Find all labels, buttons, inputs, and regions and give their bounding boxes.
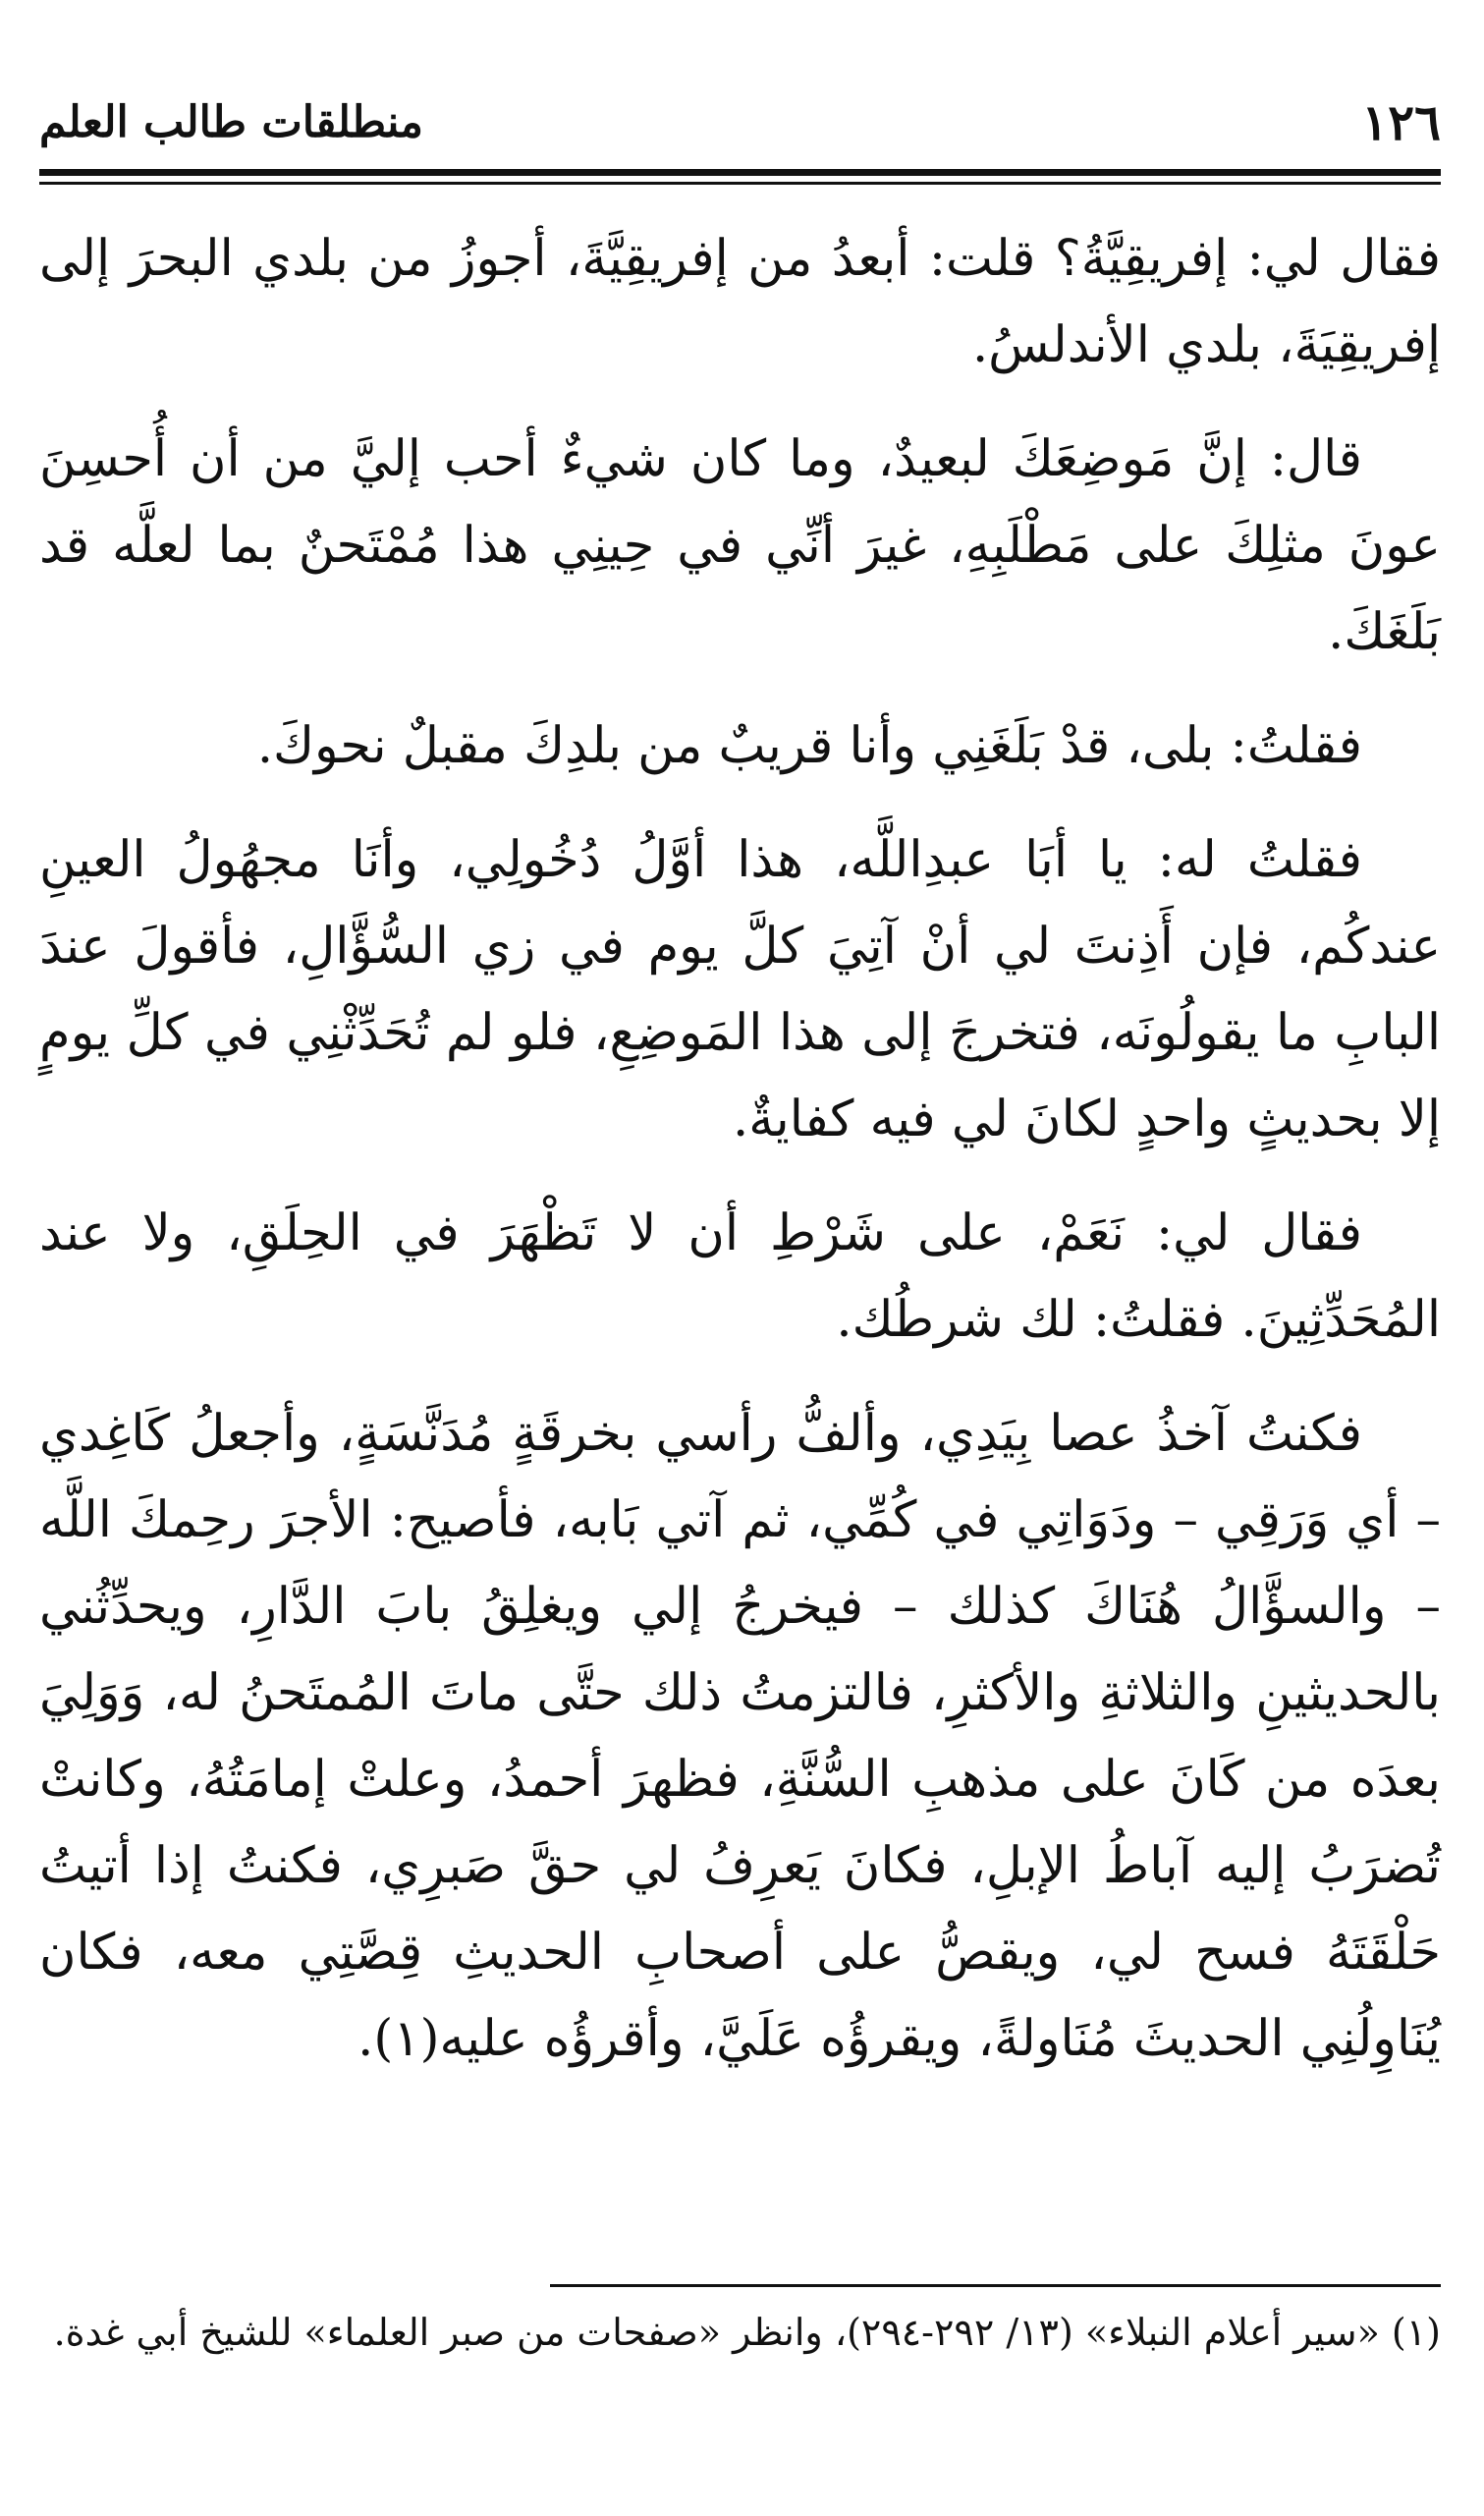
paragraph-2: قال: إنَّ مَوضِعَكَ لبعيدٌ، وما كان شيءٌ أحب إليَّ من أن أُحسِنَ عونَ مثلِكَ على مَطْلَبِهِ، غيرَ أنِّي في حِينِي هذا مُمْتَحنٌ بما لعلَّه قد بَلَغَكَ. (39, 430, 1441, 661)
header-rule-thick (39, 169, 1441, 176)
running-title: منطلقات طالب العلم (39, 97, 423, 147)
page-number: ١٢٦ (1361, 93, 1441, 151)
paragraph-3: فقلتُ: بلى، قدْ بَلَغَنِي وأنا قريبٌ من بلدِكَ مقبلٌ نحوكَ. (256, 717, 1362, 775)
body-text (39, 216, 1441, 2110)
footnote-rule (550, 2284, 1441, 2287)
paragraph-1: فقال لي: إفريقِيَّةُ؟ قلت: أبعدُ من إفريقِيَّةَ، أجوزُ من بلدي البحرَ إلى إفريقِيَةَ، بلدي الأندلسُ. (39, 230, 1441, 374)
paragraph-5: فقال لي: نَعَمْ، على شَرْطِ أن لا تَظْهَرَ في الحِلَقِ، ولا عند المُحَدِّثِينَ. فقلتُ: لك شرطُك. (39, 1204, 1441, 1349)
page-header (39, 88, 1441, 157)
paragraph-6: فكنتُ آخذُ عصا بِيَدِي، وألفُّ رأسي بخرقَةٍ مُدَنَّسَةٍ، وأجعلُ كَاغِدي – أي وَرَقِي – ودَوَاتِي في كُمِّي، ثم آتي بَابه، فأصيح: الأجرَ رحِمكَ اللَّه – والسؤَّالُ هُنَاكَ كذلك – فيخرجُ إلي ويغلِقُ بابَ الدَّارِ، ويحدِّثُني بالحديثينِ والثلاثةِ والأكثرِ، فالتزمتُ ذلك حتَّى ماتَ المُمتَحنُ له، وَوَلِيَ بعدَه من كَانَ على مذهبِ السُّنَّةِ، فظهرَ أحمدُ، وعلتْ إمامَتُهُ، وكانتْ تُضرَبُ إليه آباطُ الإبلِ، فكانَ يَعرِفُ لي حقَّ صَبرِي، فكنتُ إذا أتيتُ حَلْقَتَهُ فسح لي، ويقصُّ على أصحابِ الحديثِ قِصَّتِي معه، فكان يُنَاوِلُنِي الحديثَ مُنَاولةً، ويقرؤُه عَلَيَّ، وأقرؤُه عليه(١). (39, 1405, 1442, 2068)
paragraph-4: فقلتُ له: يا أبَا عبدِاللَّه، هذا أوَّلُ دُخُولِي، وأنَا مجهُولُ العينِ عندكُم، فإن أَذِنتَ لي أنْ آتِيَ كلَّ يوم في زي السُّؤَّالِ، فأقولَ عندَ البابِ ما يقولُونَه، فتخرجَ إلى هذا المَوضِعِ، فلو لم تُحَدِّثْنِي في كلِّ يومٍ إلا بحديثٍ واحدٍ لكانَ لي فيه كفايةٌ. (39, 831, 1441, 1148)
footnote: (١) «سير أعلام النبلاء» (١٣/ ٢٩٢-٢٩٤)، وانظر «صفحات من صبر العلماء» للشيخ أبي غدة. (53, 2311, 1441, 2354)
header-rule-thin (39, 182, 1441, 185)
